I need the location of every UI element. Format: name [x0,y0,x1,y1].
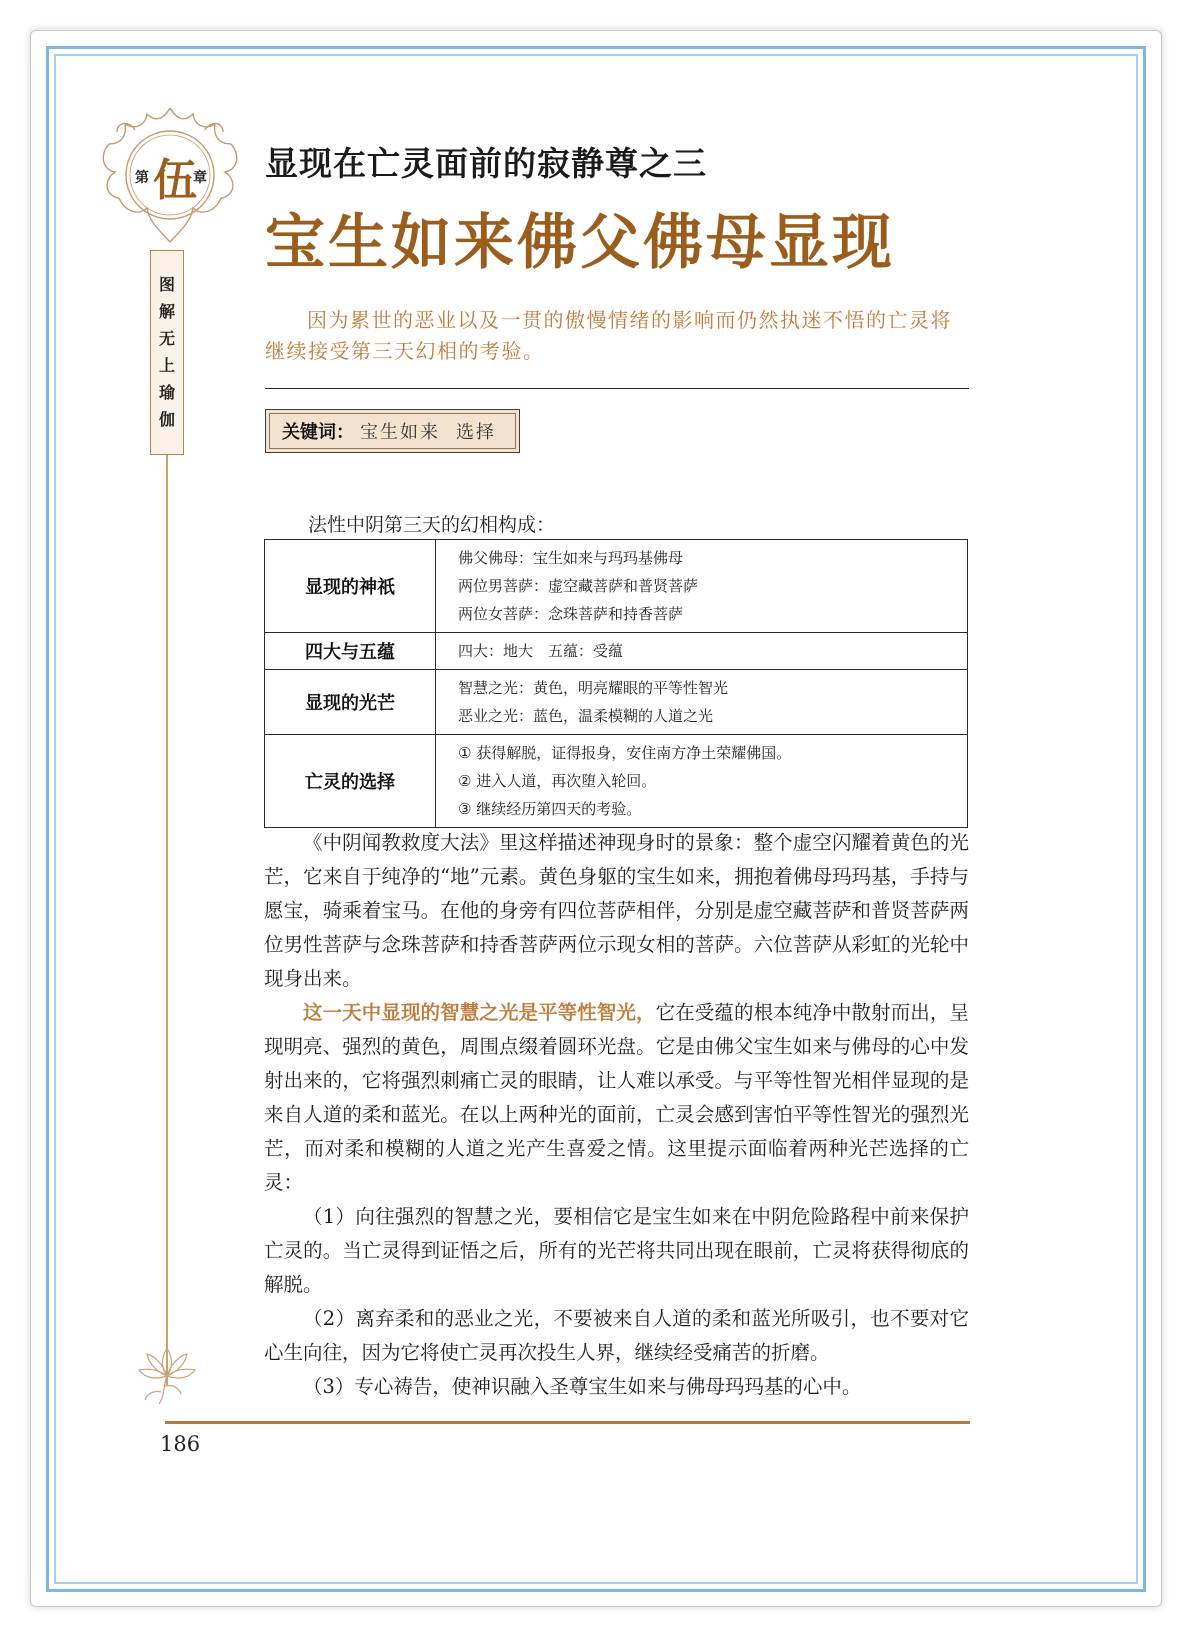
chapter-prefix: 第 [135,170,149,186]
body-paragraph [264,996,969,1200]
keyword-label: 关键词： [282,422,354,443]
table-row-body [436,540,968,633]
table-cell-line: 智慧之光：黄色，明亮耀眼的平等性智光 [458,679,729,697]
book-title-char: 伽 [158,410,175,429]
table-caption: 法性中阴第三天的幻相构成： [308,514,556,536]
intro-paragraph: 因为累世的恶业以及一贯的傲慢情绪的影响而仍然执迷不悟的亡灵将继续接受第三天幻相的考验。 [265,308,952,363]
table-cell-line: 四大：地大 五蕴：受蕴 [458,642,624,660]
table-row-head: 显现的光芒 [265,670,436,735]
chapter-suffix: 章 [193,170,207,186]
lotus-ornament [135,1340,199,1408]
body-paragraph: （1）向往强烈的智慧之光，要相信它是宝生如来在中阴危险路程中前来保护亡灵的。当亡灵得到证悟之后，所有的光芒将共同出现在眼前，亡灵将获得彻底的解脱。 [264,1205,969,1296]
body-paragraph: 《中阴闻教救度大法》里这样描述神现身时的景象：整个虚空闪耀着黄色的光芒，它来自于纯净的“地”元素。黄色身躯的宝生如来，拥抱着佛母玛玛基，手持与愿宝，骑乘着宝马。在他的身旁有四位菩萨相伴，分别是虚空藏菩萨和普贤菩萨两位男性菩萨与念珠菩萨和持香菩萨两位示现女相的菩萨。六位菩萨从彩虹的光轮中现身出来。 [264,831,969,990]
body-paragraph: （2）离弃柔和的恶业之光，不要被来自人道的柔和蓝光所吸引，也不要对它心生向往，因为它将使亡灵再次投生人界，继续经受痛苦的折磨。 [264,1307,969,1364]
body-text [264,826,969,1404]
book-title-tab [150,250,184,455]
book-title-char: 瑜 [158,383,175,402]
book-title-char: 无 [158,329,175,348]
keyword-term: 宝生如来 [360,422,440,443]
side-divider-line [166,455,168,1385]
table-row-head: 亡灵的选择 [265,735,436,828]
table-cell-line: 两位女菩萨：念珠菩萨和持香菩萨 [458,605,684,623]
table-row-body [436,633,968,670]
book-title-char: 图 [158,275,175,294]
table-cell-line: ① 获得解脱，证得报身，安住南方净土荣耀佛国。 [458,744,792,762]
table-row-head: 显现的神祇 [265,540,436,633]
section-title: 宝生如来佛父佛母显现 [265,208,895,278]
book-title-char: 解 [158,302,175,321]
highlight-sentence: 这一天中显现的智慧之光是平等性智光， [303,1001,656,1024]
page-number: 186 [160,1432,201,1456]
body-paragraph: （3）专心祷告，使神识融入圣尊宝生如来与佛母玛玛基的心中。 [303,1375,862,1398]
table-cell-line: ③ 继续经历第四天的考验。 [458,800,642,818]
table-cell-line: 佛父佛母：宝生如来与玛玛基佛母 [458,549,684,567]
keyword-box [265,409,520,453]
keyword-term: 选择 [456,422,496,443]
footer-rule [165,1421,970,1424]
table-cell-line: 恶业之光：蓝色，温柔模糊的人道之光 [458,707,714,725]
chapter-emblem [95,100,245,250]
table-cell-line: ② 进入人道，再次堕入轮回。 [458,772,657,790]
section-subtitle: 显现在亡灵面前的寂静尊之三 [265,144,707,183]
book-title-char: 上 [158,356,175,375]
table-cell-line: 两位男菩萨：虚空藏菩萨和普贤菩萨 [458,577,699,595]
vision-table [264,539,968,828]
table-row [265,540,968,633]
table-row [265,670,968,735]
paragraph-text: 它在受蕴的根本纯净中散射而出，呈现明亮、强烈的黄色，周围点缀着圆环光盘。它是由佛父宝生如来与佛母的心中发射出来的，它将强烈刺痛亡灵的眼睛，让人难以承受。与平等性智光相伴显现的是来自人道的柔和蓝光。在以上两种光的面前，亡灵会感到害怕平等性智光的强烈光芒，而对柔和模糊的人道之光产生喜爱之情。这里提示面临着两种光芒选择的亡灵： [264,1001,969,1194]
table-row-head: 四大与五蕴 [265,633,436,670]
chapter-number: 伍 [153,155,197,206]
table-row [265,633,968,670]
title-rule [265,388,969,389]
table-row [265,735,968,828]
table-row-body [436,735,968,828]
table-row-body [436,670,968,735]
